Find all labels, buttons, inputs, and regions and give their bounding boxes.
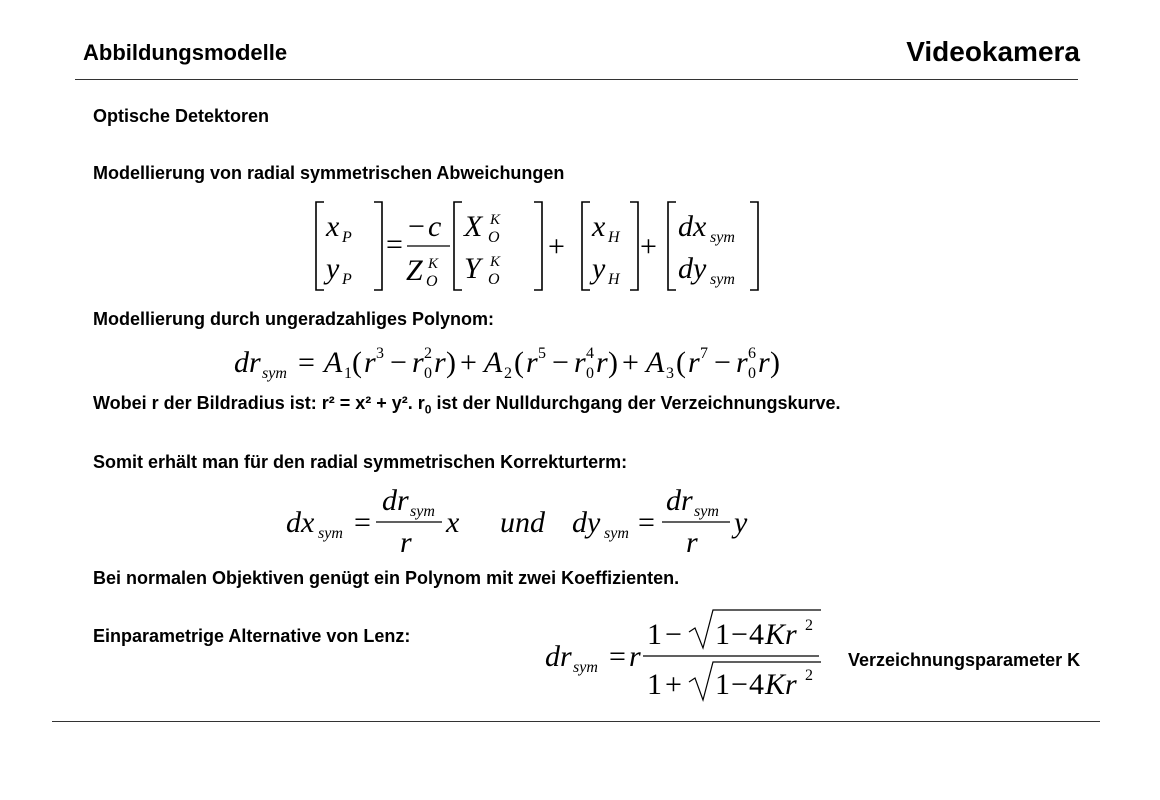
svg-text:0: 0 bbox=[424, 365, 432, 382]
svg-text:c: c bbox=[428, 210, 442, 243]
svg-text:sym: sym bbox=[262, 365, 287, 382]
formula-polynomial bbox=[232, 340, 832, 384]
svg-text:1: 1 bbox=[715, 668, 730, 701]
svg-text:r: r bbox=[736, 346, 748, 379]
section-heading: Optische Detektoren bbox=[93, 106, 270, 126]
svg-text:−: − bbox=[731, 618, 748, 651]
svg-text:r: r bbox=[574, 346, 586, 379]
svg-text:dr: dr bbox=[234, 346, 261, 379]
svg-text:Kr: Kr bbox=[765, 668, 797, 701]
svg-text:0: 0 bbox=[748, 365, 756, 382]
svg-text:=: = bbox=[386, 228, 403, 261]
svg-text:O: O bbox=[488, 229, 500, 246]
svg-text:dy: dy bbox=[678, 252, 707, 285]
text-radius-part-a: Wobei r der Bildradius ist: r² = x² + y². r bbox=[93, 393, 425, 413]
svg-text:y: y bbox=[326, 252, 340, 285]
svg-text:): ) bbox=[608, 346, 618, 379]
svg-text:+: + bbox=[548, 230, 565, 263]
svg-text:2: 2 bbox=[805, 667, 813, 684]
svg-text:r: r bbox=[629, 640, 641, 673]
svg-text:r: r bbox=[400, 526, 412, 556]
svg-text:1: 1 bbox=[647, 618, 662, 651]
svg-text:7: 7 bbox=[700, 345, 708, 362]
svg-text:): ) bbox=[770, 346, 780, 379]
svg-text:dx: dx bbox=[286, 506, 315, 539]
text-radius-subscript: 0 bbox=[424, 402, 432, 417]
svg-text:1: 1 bbox=[715, 618, 730, 651]
svg-text:r: r bbox=[526, 346, 538, 379]
svg-text:3: 3 bbox=[376, 345, 384, 362]
svg-text:r: r bbox=[412, 346, 424, 379]
svg-text:+: + bbox=[665, 668, 682, 701]
svg-text:−: − bbox=[552, 346, 569, 379]
svg-text:=: = bbox=[298, 346, 315, 379]
header-left-title: Abbildungsmodelle bbox=[83, 40, 288, 65]
svg-text:dr: dr bbox=[382, 484, 409, 517]
svg-text:A: A bbox=[324, 346, 343, 379]
svg-text:x: x bbox=[446, 506, 460, 539]
svg-text:dr: dr bbox=[666, 484, 693, 517]
svg-text:A: A bbox=[646, 346, 665, 379]
svg-text:Kr: Kr bbox=[765, 618, 797, 651]
svg-text:x: x bbox=[592, 210, 606, 243]
svg-text:K: K bbox=[490, 212, 501, 228]
footer-rule bbox=[52, 721, 1100, 722]
svg-text:O: O bbox=[426, 273, 438, 290]
svg-text:x: x bbox=[326, 210, 340, 243]
text-polynom-line: Modellierung durch ungeradzahliges Polynom: bbox=[93, 309, 495, 329]
svg-text:sym: sym bbox=[410, 503, 435, 520]
svg-text:P: P bbox=[342, 229, 352, 246]
svg-text:sym: sym bbox=[318, 525, 343, 542]
text-param-label: Verzeichnungsparameter K bbox=[848, 650, 1081, 670]
svg-text:dy: dy bbox=[572, 506, 601, 539]
text-objektive-line: Bei normalen Objektiven genügt ein Polynom mit zwei Koeffizienten. bbox=[93, 568, 680, 588]
word-und: und bbox=[500, 506, 545, 539]
svg-text:−: − bbox=[714, 346, 731, 379]
svg-text:r: r bbox=[758, 346, 770, 379]
svg-text:(: ( bbox=[352, 346, 362, 379]
formula-matrix-equation bbox=[300, 196, 770, 296]
svg-text:−: − bbox=[731, 668, 748, 701]
svg-text:r: r bbox=[596, 346, 608, 379]
svg-text:sym: sym bbox=[710, 229, 735, 246]
svg-text:2: 2 bbox=[424, 345, 432, 362]
svg-text:O: O bbox=[488, 271, 500, 288]
svg-text:Y: Y bbox=[464, 252, 481, 285]
svg-text:K: K bbox=[428, 256, 439, 272]
text-model-line: Modellierung von radial symmetrischen Abweichungen bbox=[93, 163, 565, 183]
svg-text:−: − bbox=[408, 210, 425, 243]
formula-lenz bbox=[543, 606, 825, 706]
svg-text:−: − bbox=[665, 618, 682, 651]
svg-text:2: 2 bbox=[504, 365, 512, 382]
svg-text:+: + bbox=[640, 230, 657, 263]
svg-text:+: + bbox=[622, 346, 639, 379]
formula-correction-terms bbox=[282, 484, 762, 556]
svg-text:H: H bbox=[608, 229, 620, 246]
svg-text:−: − bbox=[390, 346, 407, 379]
svg-text:Z: Z bbox=[406, 254, 423, 287]
text-radius-line bbox=[93, 393, 841, 417]
text-radius-part-b: ist der Nulldurchgang der Verzeichnungskurve. bbox=[431, 393, 841, 413]
svg-text:0: 0 bbox=[586, 365, 594, 382]
svg-text:=: = bbox=[354, 506, 371, 539]
svg-text:r: r bbox=[364, 346, 376, 379]
svg-text:r: r bbox=[686, 526, 698, 556]
svg-text:sym: sym bbox=[604, 525, 629, 542]
svg-text:y: y bbox=[592, 252, 606, 285]
svg-text:): ) bbox=[446, 346, 456, 379]
svg-text:3: 3 bbox=[666, 365, 674, 382]
svg-text:A: A bbox=[484, 346, 503, 379]
svg-text:(: ( bbox=[676, 346, 686, 379]
svg-text:2: 2 bbox=[805, 617, 813, 634]
svg-text:P: P bbox=[342, 271, 352, 288]
svg-text:5: 5 bbox=[538, 345, 546, 362]
svg-text:1: 1 bbox=[344, 365, 352, 382]
svg-text:+: + bbox=[460, 346, 477, 379]
svg-text:=: = bbox=[609, 640, 626, 673]
svg-text:sym: sym bbox=[694, 503, 719, 520]
svg-text:6: 6 bbox=[748, 345, 756, 362]
svg-text:4: 4 bbox=[749, 618, 764, 651]
svg-text:H: H bbox=[608, 271, 620, 288]
svg-text:dr: dr bbox=[545, 640, 572, 673]
header-right-title: Videokamera bbox=[906, 36, 1080, 67]
svg-text:sym: sym bbox=[573, 659, 598, 676]
svg-text:r: r bbox=[434, 346, 446, 379]
text-lenz-line: Einparametrige Alternative von Lenz: bbox=[93, 626, 411, 646]
svg-text:y: y bbox=[734, 506, 748, 539]
svg-text:r: r bbox=[688, 346, 700, 379]
svg-text:(: ( bbox=[514, 346, 524, 379]
text-somit-line: Somit erhält man für den radial symmetrischen Korrekturterm: bbox=[93, 452, 628, 472]
svg-text:1: 1 bbox=[647, 668, 662, 701]
svg-text:4: 4 bbox=[749, 668, 764, 701]
svg-text:4: 4 bbox=[586, 345, 594, 362]
svg-text:sym: sym bbox=[710, 271, 735, 288]
svg-text:K: K bbox=[490, 254, 501, 270]
svg-text:dx: dx bbox=[678, 210, 707, 243]
svg-text:=: = bbox=[638, 506, 655, 539]
header-rule bbox=[75, 79, 1078, 80]
svg-text:X: X bbox=[464, 210, 483, 243]
